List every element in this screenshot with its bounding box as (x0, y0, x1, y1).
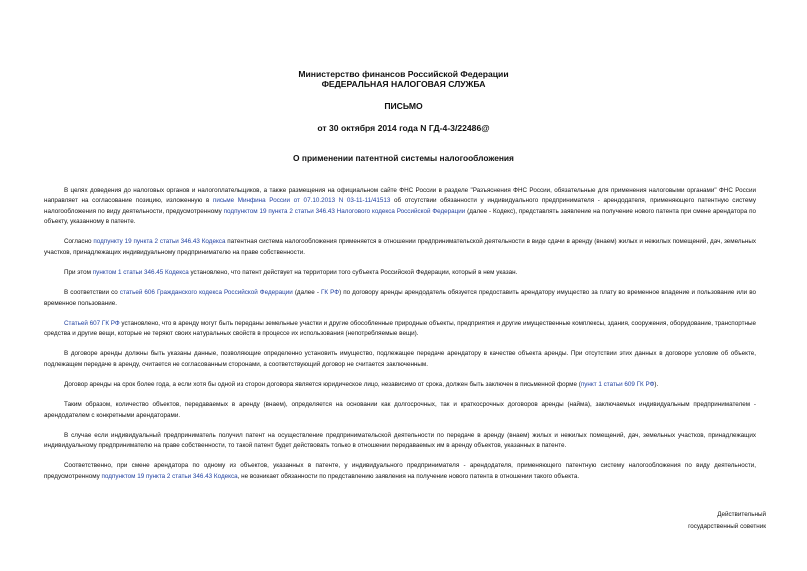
paragraph-5: Статьей 607 ГК РФ установлено, что в аренду могут быть переданы земельные участки и другие обособленные природные объекты, предприятия и другие имущественные комплексы, здания, сооружения, оборудование, транспортные средства и другие вещи, которые не теряют своих натуральных свойств в процессе их использования (непотребляемые вещи). (44, 319, 756, 338)
paragraph-10: Соответственно, при смене арендатора по одному из объектов, указанных в патенте, у индивидуального предпринимателя - арендодателя, применяющего патентную систему налогообложения по виду деятельности, предусмотренному подпунктом 19 пункта 2 статьи 346.43 Кодекса, не возникает обязанности по представлению заявления на получение нового патента в отношении такого объекта. (44, 462, 756, 480)
letter-body (44, 186, 756, 492)
paragraph-4: В соответствии со статьей 606 Гражданского кодекса Российской Федерации (далее - ГК РФ) по договору аренды арендодатель обязуется предоставить арендатору имущество за плату во временное владение и пользование или во временное пользование. (44, 289, 757, 307)
link-minfin-letter[interactable]: письме Минфина России от 07.10.2013 N 03-11-11/41513 (212, 197, 391, 205)
link-subpoint-19-final[interactable]: подпунктом 19 пункта 2 статьи 346.43 Кодекса (101, 472, 238, 480)
link-subpoint-19[interactable]: подпункту 19 пункта 2 статьи 346.43 Кодекса (93, 238, 226, 246)
ministry-heading: Министерство финансов Российской Федерации (298, 69, 509, 79)
paragraph-6: В договоре аренды должны быть указаны данные, позволяющие определенно установить имущество, подлежащее передаче арендатору в качестве объекта аренды. При отсутствии этих данных в договоре условие об объекте, подлежащем передаче в аренду, считается не согласованным сторонами, а соответствующий договор не считается заключенным. (44, 350, 756, 368)
paragraph-3: При этом пунктом 1 статьи 346.45 Кодекса установлено, что патент действует на территории того субъекта Российской Федерации, который в нем указан. (64, 269, 518, 277)
paragraph-2: Согласно подпункту 19 пункта 2 статьи 346.43 Кодекса патентная система налогообложения применяется в отношении предпринимательской деятельности в виде сдачи в аренду (внаем) жилых и нежилых помещений, дач, земельных участков, принадлежащих индивидуальному предпринимателю на праве собственности. (44, 238, 756, 256)
link-gk-rf[interactable]: ГК РФ (321, 289, 340, 297)
paragraph-1: В целях доведения до налоговых органов и налогоплательщиков, а также размещения на официальном сайте ФНС России в разделе "Разъяснения ФНС России, обязательные для применения налоговыми органами" ФНС России направляет на согласование позицию, изложенную в письме Минфина России от 07.10.2013 N 03-11-11/41513 об отсутствии обязанности у индивидуального предпринимателя - арендодателя, применяющего патентную систему налогообложения по виду деятельности, предусмотренному подпунктом 19 пункта 2 статьи 346.43 Налогового кодекса Российской Федерации (далее - Кодекс), представлять заявление на получение нового патента при смене арендатора по объекту, указанному в патенте. (44, 187, 756, 226)
signature-title-line2: государственный советник (688, 523, 766, 530)
paragraph-9: В случае если индивидуальный предприниматель получил патент на осуществление предпринимательской деятельности по передаче в аренду (внаем) жилых и нежилых помещений, дач, земельных участков, принадлежащих индивидуальному предпринимателю на праве собственности, то такой патент будет действовать только в отношении передаваемых им в аренду объектов, указанных в патенте. (44, 431, 756, 450)
signature-title-line1: Действительный (717, 511, 766, 518)
service-heading: ФЕДЕРАЛЬНАЯ НАЛОГОВАЯ СЛУЖБА (321, 79, 486, 89)
link-article-607[interactable]: Статьей 607 ГК РФ (64, 319, 120, 327)
paragraph-7: Договор аренды на срок более года, а если хотя бы одной из сторон договора является юридическое лицо, независимо от срока, должен быть заключен в письменной форме (пункт 1 статьи 609 ГК РФ). (64, 381, 659, 389)
link-point-1-346-45[interactable]: пунктом 1 статьи 346.45 Кодекса (92, 269, 189, 277)
paragraph-8: Таким образом, количество объектов, передаваемых в аренду (внаем), определяется на основании как долгосрочных, так и краткосрочных договоров аренды (найма), заключаемых индивидуальным предпринимателем - арендодателем с конкретными арендаторами. (44, 401, 756, 419)
doc-date-number: от 30 октября 2014 года N ГД-4-3/22486@ (317, 123, 490, 133)
link-civil-code-606[interactable]: статьей 606 Гражданского кодекса Российской Федерации (119, 289, 293, 297)
link-point-1-609[interactable]: пункт 1 статьи 609 ГК РФ (580, 381, 655, 389)
doc-type-heading: ПИСЬМО (384, 101, 423, 111)
link-tax-code-346-43[interactable]: подпунктом 19 пункта 2 статьи 346.43 Налогового кодекса Российской Федерации (223, 207, 466, 215)
doc-subject: О применении патентной системы налогообложения (293, 153, 514, 163)
